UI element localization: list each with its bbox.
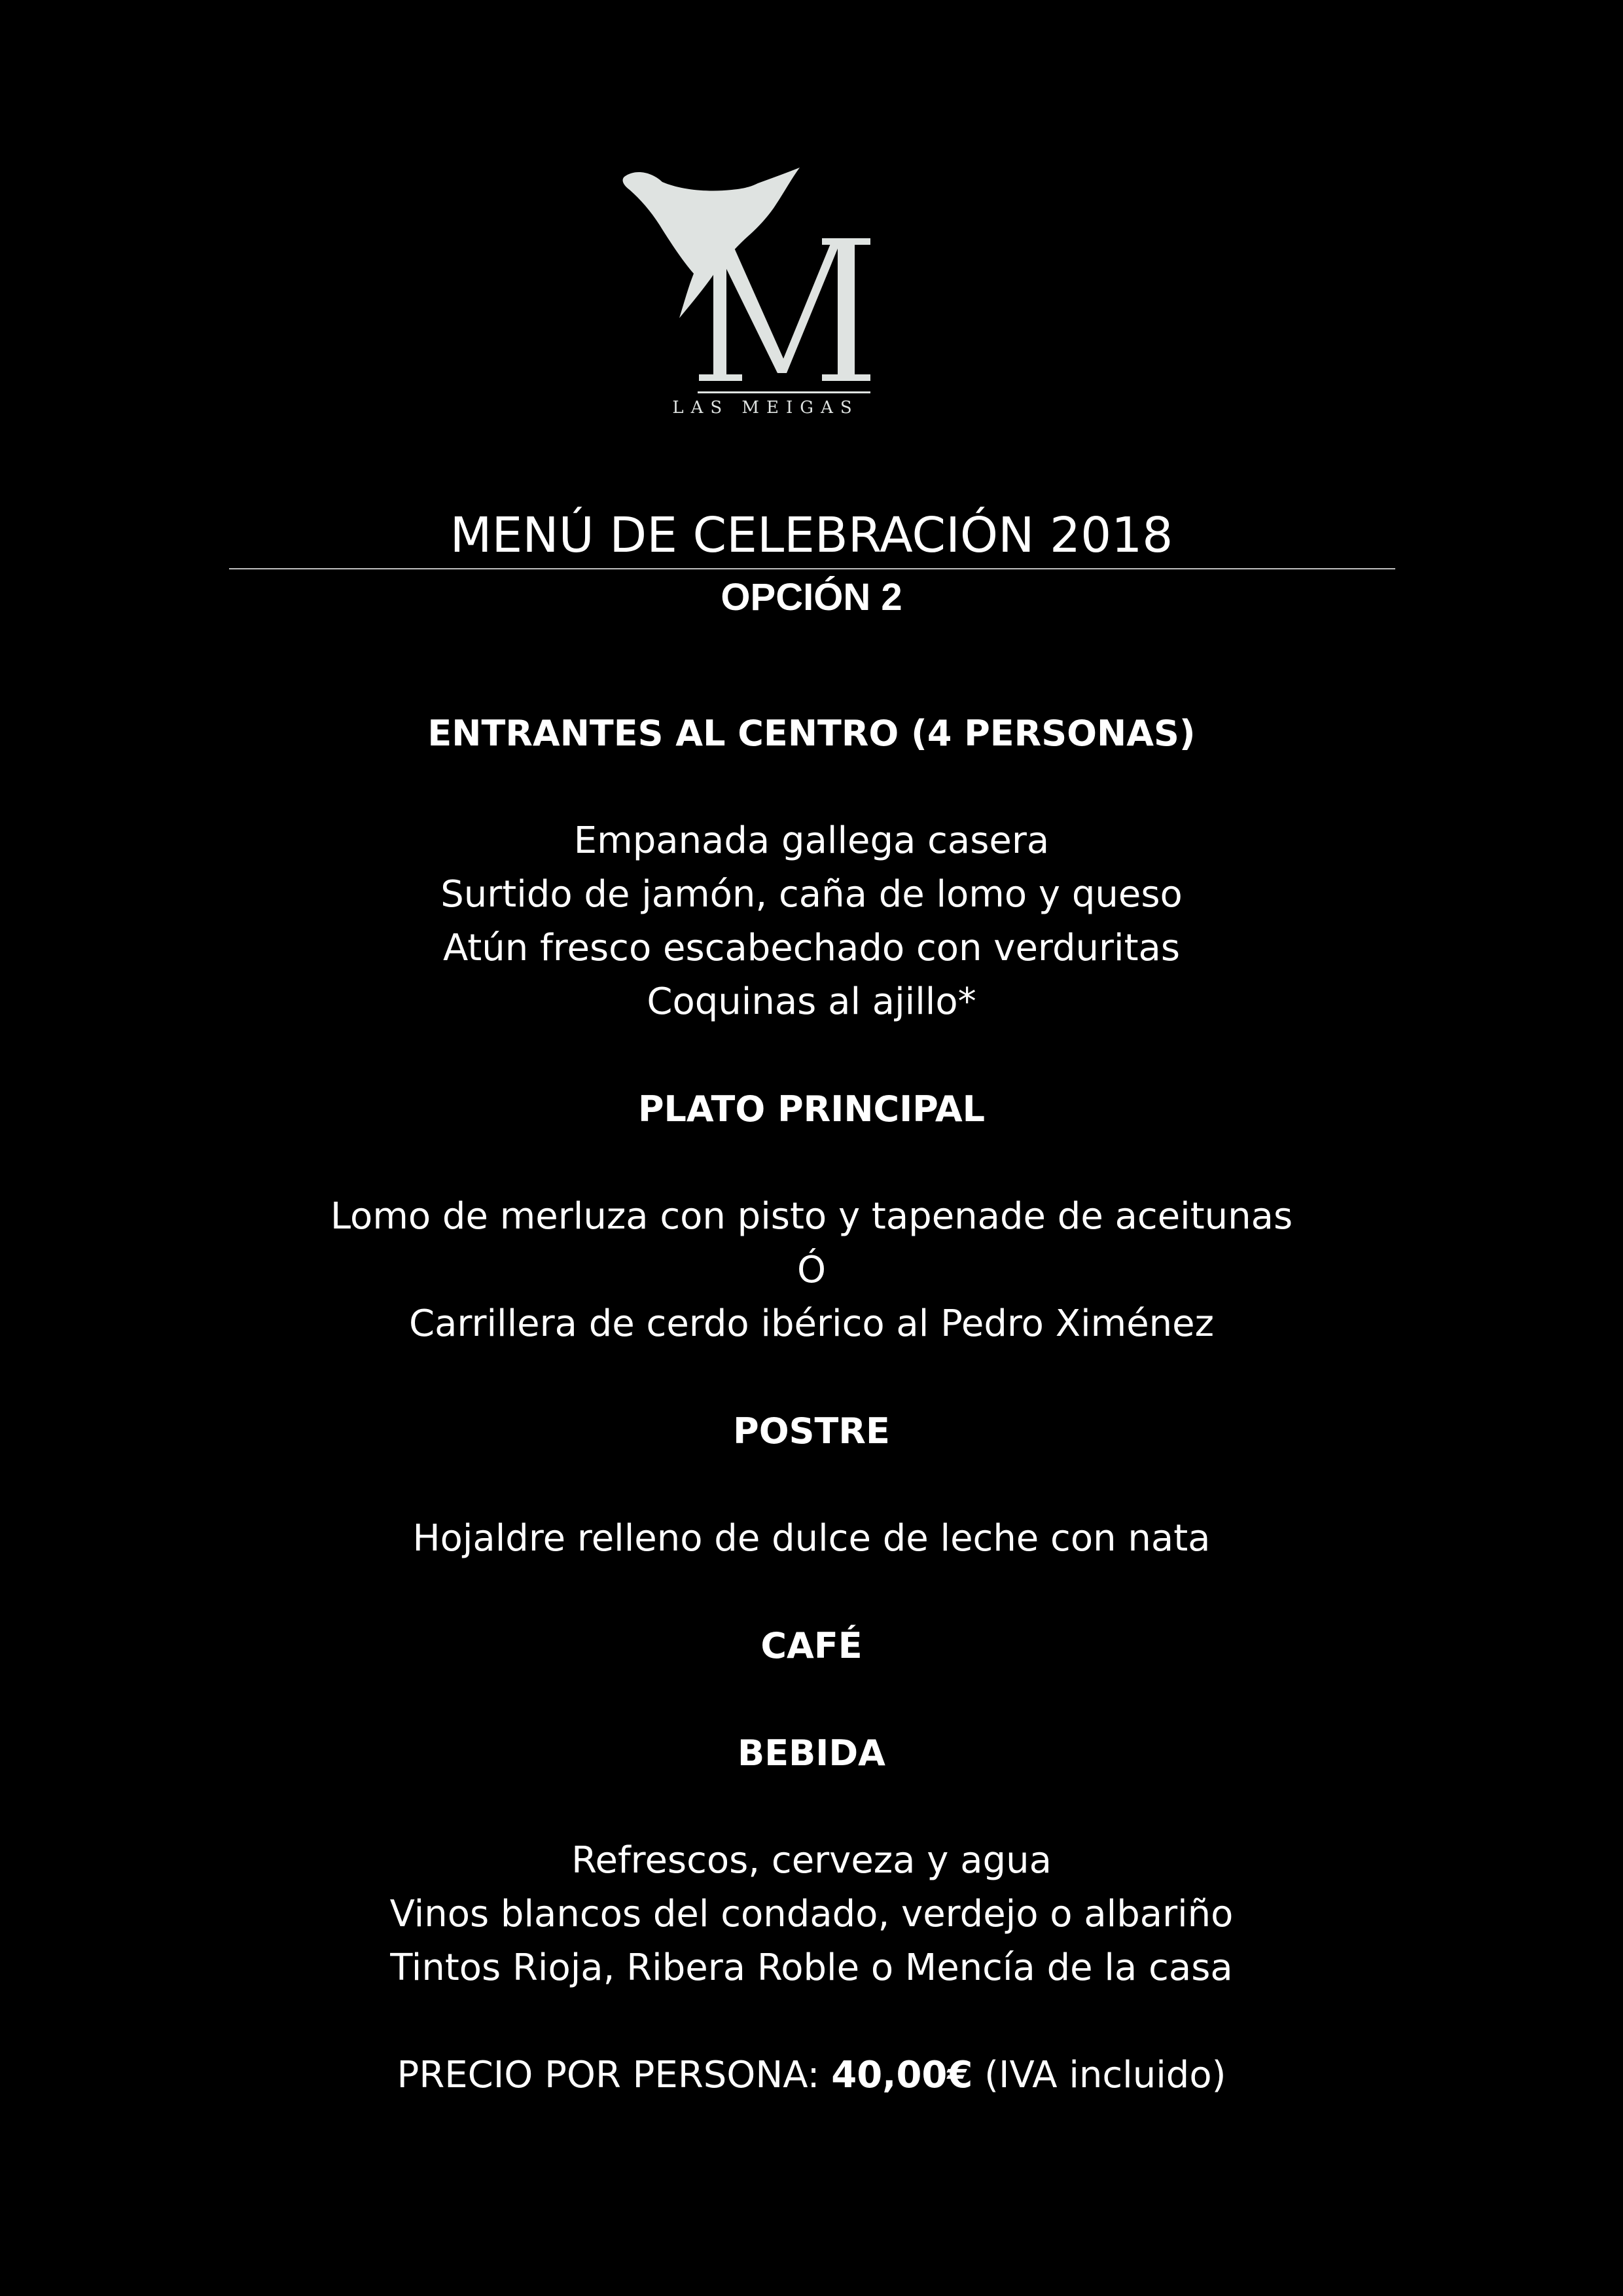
page-title: MENÚ DE CELEBRACIÓN 2018	[450, 507, 1173, 564]
las-meigas-logo	[615, 164, 916, 432]
section-heading-entrantes: ENTRANTES AL CENTRO (4 PERSONAS)	[427, 713, 1196, 754]
section-heading-cafe: CAFÉ	[760, 1625, 863, 1666]
price-line	[0, 2049, 1623, 2102]
option-label: OPCIÓN 2	[721, 576, 902, 619]
list-item: Lomo de merluza con pisto y tapenade de aceitunas	[330, 1195, 1293, 1238]
logo-brand-text: LAS MEIGAS	[672, 398, 859, 418]
list-item: Empanada gallega casera	[573, 819, 1050, 862]
section-heading-principal: PLATO PRINCIPAL	[637, 1088, 986, 1130]
price-note: (IVA incluido)	[972, 2054, 1226, 2096]
section-heading-postre: POSTRE	[733, 1410, 890, 1452]
list-item: Surtido de jamón, caña de lomo y queso	[440, 873, 1183, 916]
bird-m-logo-icon	[615, 164, 916, 432]
list-item: Carrillera de cerdo ibérico al Pedro Ximénez	[408, 1302, 1214, 1345]
section-heading-bebida: BEBIDA	[738, 1732, 885, 1774]
list-item: Coquinas al ajillo*	[647, 980, 976, 1023]
price-label: PRECIO POR PERSONA:	[397, 2054, 832, 2096]
list-item-separator: Ó	[796, 1249, 827, 1291]
list-item: Refrescos, cerveza y agua	[571, 1839, 1052, 1882]
menu-body	[0, 707, 1623, 2102]
price-amount: 40,00€	[831, 2054, 973, 2096]
list-item: Tintos Rioja, Ribera Roble o Mencía de la casa	[390, 1946, 1233, 1989]
list-item: Vinos blancos del condado, verdejo o albariño	[389, 1893, 1234, 1935]
list-item: Hojaldre relleno de dulce de leche con nata	[412, 1517, 1211, 1560]
list-item: Atún fresco escabechado con verduritas	[442, 927, 1181, 969]
